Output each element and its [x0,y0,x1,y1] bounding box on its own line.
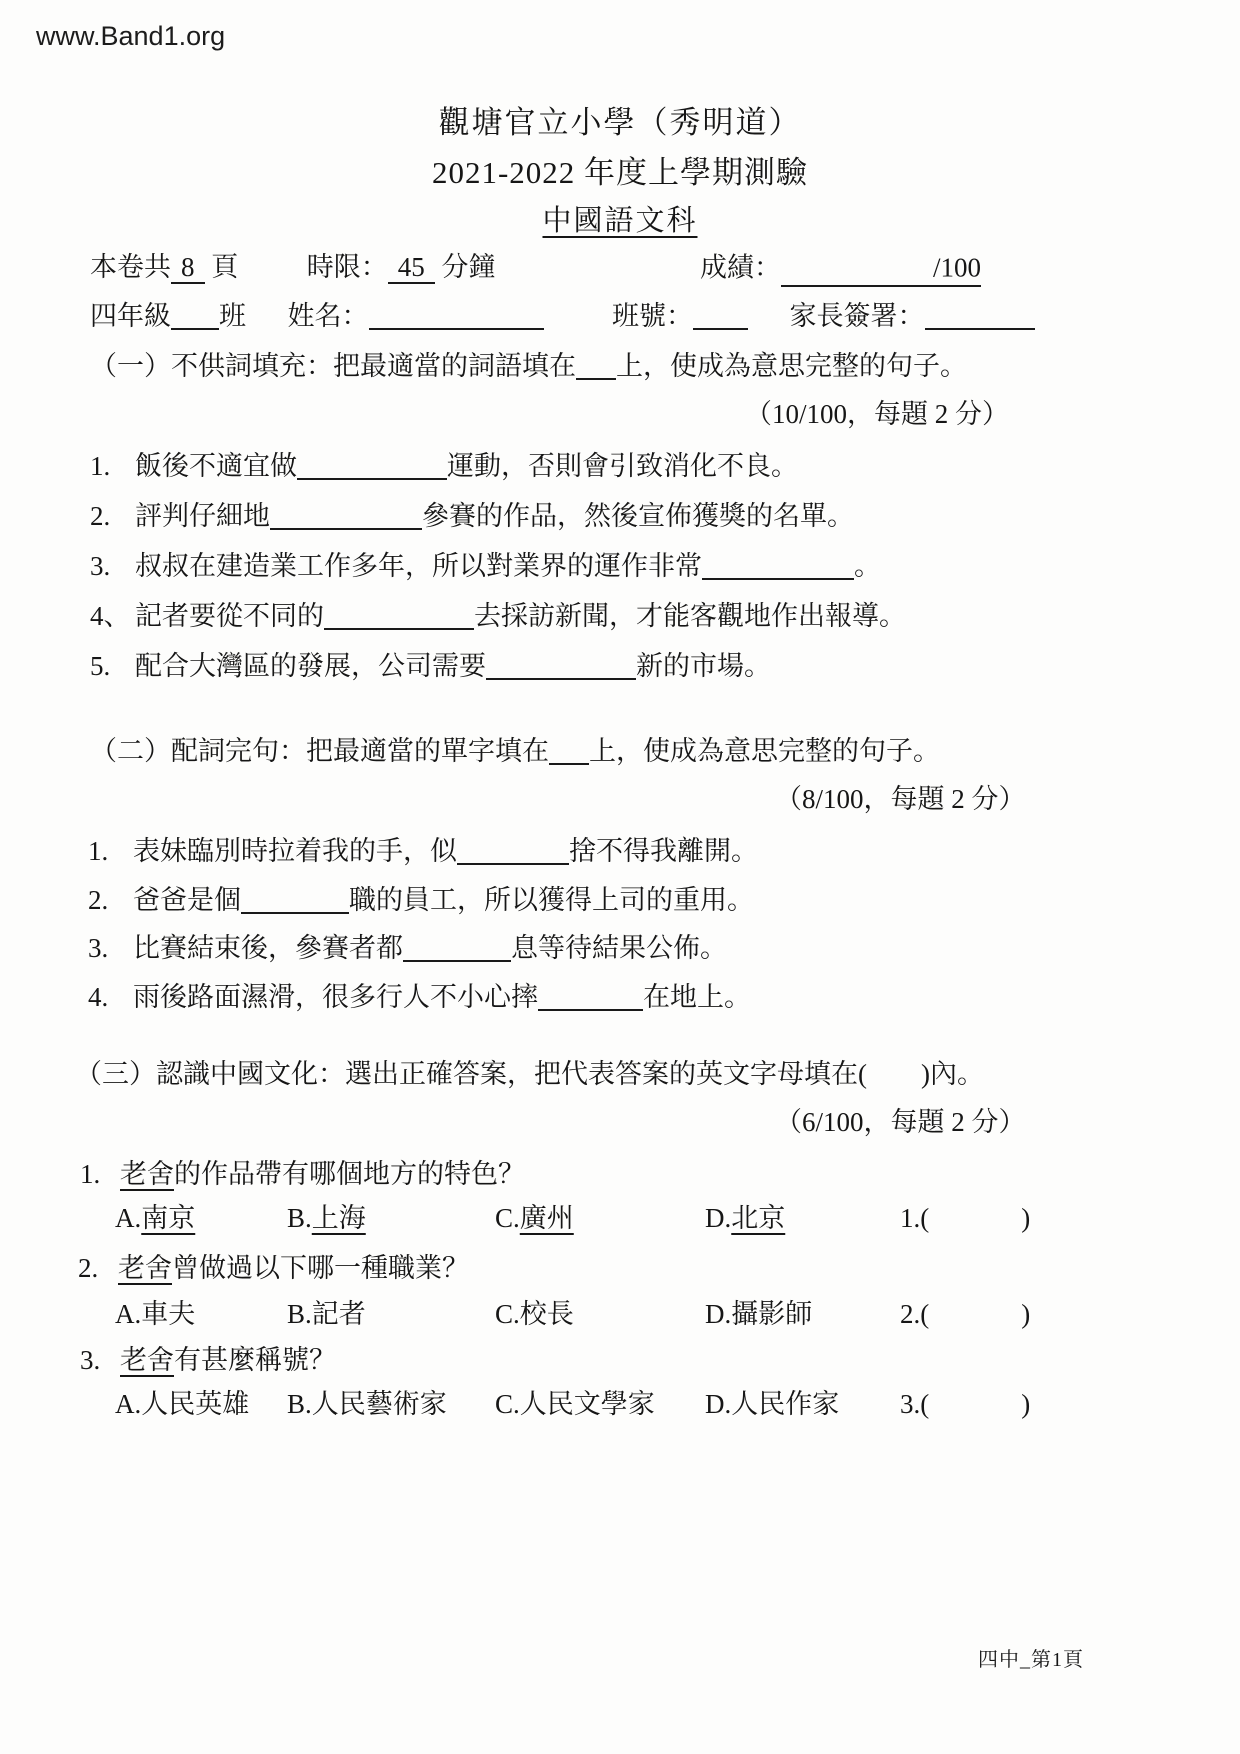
question-row [88,835,758,869]
answer-bracket-open: 3.( [900,1389,930,1419]
option-b-text: 上海 [311,1203,366,1233]
section-1-heading-post: 上，使成為意思完整的句子。 [616,351,967,381]
option-d [705,1388,900,1422]
question-row [90,550,881,584]
name-blank [369,302,544,330]
question-text-pre: 表妹臨別時拉着我的手，似 [133,836,457,866]
question-number: 2. [88,885,109,915]
answer-blank [403,934,511,962]
question-number: 3. [80,1345,101,1375]
question-number: 1. [88,836,109,866]
option-b [287,1298,495,1332]
question-text-post: 去採訪新聞，才能客觀地作出報導。 [474,601,906,631]
stem-text: 曾做過以下哪一種職業？ [172,1253,469,1283]
option-d-label: D. [705,1299,732,1329]
pages-suffix: 頁 [211,252,239,282]
section-1-heading-pre: （一）不供詞填充：把最適當的詞語填在 [90,351,576,381]
time-limit-label: 時限： [306,252,388,282]
section-3-marks: （6/100，每題 2 分） [775,1107,1026,1137]
question-row [88,884,754,918]
grade-label: 四年級 [90,301,171,331]
question-number: 1. [90,451,111,481]
parent-sign-label: 家長簽署： [789,301,925,331]
question-number: 3. [90,551,111,581]
question-text-post: 在地上。 [643,982,751,1012]
question-text-post: 參賽的作品，然後宣佈獲獎的名單。 [422,501,854,531]
option-a [115,1298,287,1332]
mc-options-row [115,1388,1030,1422]
time-limit-value: 45 [388,252,435,284]
option-b-label: B. [287,1299,312,1329]
question-number: 2. [78,1253,99,1283]
option-c-label: C. [495,1389,520,1419]
section-3-heading: （三）認識中國文化：選出正確答案，把代表答案的英文字母填在( )內。 [75,1059,984,1089]
question-text-post: 息等待結果公佈。 [511,933,727,963]
section-2-heading [90,735,940,769]
mc-question-stem [80,1158,525,1192]
answer-bracket-close: ) [1021,1203,1031,1233]
answer-blank [457,837,569,865]
option-c [495,1298,705,1332]
option-d [705,1298,900,1332]
section-2-marks: （8/100，每題 2 分） [775,784,1026,814]
question-text-pre: 雨後路面濕滑，很多行人不小心摔 [133,982,538,1012]
answer-blank [270,502,422,530]
score-total: /100 [933,252,982,283]
class-no-blank [693,302,748,330]
class-no-label: 班號： [612,301,693,331]
exam-info-line-2 [90,300,1035,334]
question-number: 2. [90,501,111,531]
question-number: 5. [90,651,111,681]
section-2-heading-pre: （二）配詞完句：把最適當的單字填在 [90,736,549,766]
mc-question-stem [78,1252,469,1286]
answer-blank [538,983,643,1011]
watermark: www.Band1.org [36,21,226,51]
question-text-pre: 比賽結束後，參賽者都 [133,933,403,963]
exam-term: 2021-2022 年度上學期測驗 [431,155,809,190]
grade-class-suffix: 班 [219,301,246,331]
mc-question-stem [80,1344,336,1378]
answer-blank [297,452,447,480]
parent-sign-blank [925,302,1035,330]
option-c-text: 廣州 [519,1203,574,1233]
answer-blank [702,552,854,580]
section-2-heading-post: 上，使成為意思完整的句子。 [589,736,940,766]
pages-prefix: 本卷共 [90,252,171,282]
question-text-pre: 叔叔在建造業工作多年，所以對業界的運作非常 [135,551,702,581]
stem-underlined-name: 老舍 [120,1159,174,1189]
page-footer: 四中_第1頁 [978,1649,1084,1671]
option-a [115,1202,287,1236]
subject-title [0,203,1240,239]
section-1-marks: （10/100，每題 2 分） [745,399,1010,429]
answer-bracket-close: ) [1021,1389,1031,1419]
option-d-text: 北京 [731,1203,786,1233]
question-text-pre: 評判仔細地 [135,501,270,531]
answer-blank [241,886,349,914]
option-d-label: D. [705,1389,732,1419]
question-text-pre: 記者要從不同的 [135,601,324,631]
option-a-label: A. [115,1389,142,1419]
section-2-heading-blank [549,737,589,765]
question-text-post: 運動，否則會引致消化不良。 [447,451,798,481]
question-row [88,932,727,966]
option-d-text: 攝影師 [731,1299,813,1329]
stem-underlined-name: 老舍 [118,1253,172,1283]
option-d-label: D. [705,1203,732,1233]
answer-blank [324,602,474,630]
option-b-label: B. [287,1389,312,1419]
answer-bracket-open: 1.( [900,1203,930,1233]
option-b [287,1388,495,1422]
question-row [90,500,854,534]
stem-text: 有甚麼稱號？ [174,1345,336,1375]
option-a-label: A. [115,1299,142,1329]
stem-text: 的作品帶有哪個地方的特色？ [174,1159,525,1189]
question-text-post: 職的員工，所以獲得上司的重用。 [349,885,754,915]
option-b [287,1202,495,1236]
option-b-text: 人民藝術家 [311,1389,447,1419]
question-text-pre: 爸爸是個 [133,885,241,915]
answer-bracket-open: 2.( [900,1299,930,1329]
score-field [700,251,981,287]
mc-options-row [115,1298,1030,1332]
question-number: 4. [88,982,109,1012]
name-label: 姓名： [287,301,369,331]
section-1-heading-blank [576,352,616,380]
option-c [495,1202,705,1236]
class-blank [171,302,219,330]
question-row [90,650,771,684]
option-c-text: 校長 [519,1299,574,1329]
stem-underlined-name: 老舍 [120,1345,174,1375]
section-1-heading [90,350,967,384]
option-a-text: 人民英雄 [141,1389,250,1419]
option-c [495,1388,705,1422]
question-row [90,450,798,484]
option-d [705,1202,900,1236]
option-c-text: 人民文學家 [519,1389,655,1419]
option-c-label: C. [495,1203,520,1233]
answer-bracket-close: ) [1021,1299,1031,1329]
question-row [88,981,751,1015]
time-limit-suffix: 分鐘 [441,252,496,282]
option-a-text: 南京 [141,1203,196,1233]
school-name: 觀塘官立小學（秀明道） [438,105,802,140]
question-text-post: 。 [854,551,881,581]
question-text-post: 新的市場。 [636,651,771,681]
question-number: 1. [80,1159,101,1189]
option-d-text: 人民作家 [731,1389,840,1419]
answer-blank [486,652,636,680]
option-a-text: 車夫 [141,1299,196,1329]
question-text-post: 捨不得我離開。 [569,836,758,866]
option-b-text: 記者 [311,1299,366,1329]
option-a [115,1388,287,1422]
mc-options-row [115,1202,1030,1236]
score-label: 成績： [700,252,781,283]
pages-value: 8 [171,252,205,284]
option-a-label: A. [115,1203,142,1233]
question-number: 4、 [90,601,131,631]
score-blank [781,251,981,287]
question-text-pre: 飯後不適宜做 [135,451,297,481]
exam-info-line-1 [90,251,496,285]
option-b-label: B. [287,1203,312,1233]
option-c-label: C. [495,1299,520,1329]
question-text-pre: 配合大灣區的發展，公司需要 [135,651,486,681]
subject-title-text: 中國語文科 [542,205,698,237]
question-row [90,600,906,634]
question-number: 3. [88,933,109,963]
